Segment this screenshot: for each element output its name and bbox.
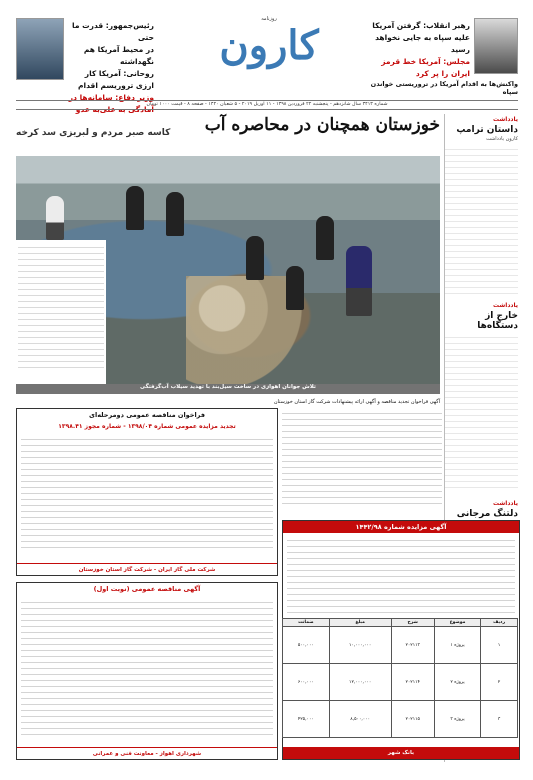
newspaper-logo: کارون xyxy=(219,22,319,69)
right-teaser xyxy=(366,18,518,96)
table-cell: ۱۰,۰۰۰,۰۰۰ xyxy=(329,627,391,664)
left-headline-4: وزیر دفاع: سامانه‌ها در آمادگی به علی‌به عدو xyxy=(68,93,154,114)
municipality-tender-ad xyxy=(16,582,278,760)
person xyxy=(46,196,64,240)
column-body xyxy=(445,144,518,294)
table-cell: پروژه ۳ xyxy=(434,701,480,738)
person xyxy=(286,266,304,310)
section-label-3: یادداشت xyxy=(493,500,518,507)
ad3-title: آگهی مناقصه عمومی (نوبت اول) xyxy=(93,585,201,593)
ad2-title: آگهی مزایده شماره ۱۴۴۲/۹۸ xyxy=(283,521,519,533)
dateline: شماره ۳۴۱۳ سال شانزدهم - پنجشنبه ۲۲ فروردین ۱۳۹۸ - ۱۱ آوریل ۲۰۱۹ - ۵ شعبان ۱۴۴۰ - صفحه ۸ - قیمت ۱۰۰۰ تومان xyxy=(16,100,518,110)
table-cell: ۲ xyxy=(481,664,518,701)
table-cell: ۴۲۵,۰۰۰ xyxy=(283,701,330,738)
column-title-3: دلتنگ مرجانی xyxy=(456,509,518,519)
person xyxy=(316,216,334,260)
table-cell: ۵۰۰,۰۰۰ xyxy=(283,627,330,664)
table-header: ردیف xyxy=(481,619,518,627)
column-author: کارون یادداشت xyxy=(486,136,518,142)
ad1-title: فراخوان مناقصه عمومی دومرحله‌ای xyxy=(89,411,205,419)
right-headline-3: مجلس: آمریکا خط قرمز ایران را پر کرد xyxy=(381,57,470,78)
table-row xyxy=(283,627,518,664)
lead-story-body xyxy=(18,242,104,372)
column-title-2: خارج از دستگاه‌ها xyxy=(477,311,518,331)
column-body-2 xyxy=(445,332,518,492)
table-header: شرح xyxy=(391,619,434,627)
table-cell: ۱ xyxy=(481,627,518,664)
right-headline-1: رهبر انقلاب: گرفتن آمریکا xyxy=(372,21,470,30)
person xyxy=(346,246,372,316)
table-header: موضوع xyxy=(434,619,480,627)
table-cell: پروژه ۲ xyxy=(434,664,480,701)
table-cell: ۲۰۲۱۱۳ xyxy=(391,627,434,664)
left-teaser xyxy=(16,18,154,114)
table-cell: پروژه ۱ xyxy=(434,627,480,664)
table-header: ضمانت xyxy=(283,619,330,627)
section-label: یادداشت xyxy=(493,116,518,123)
table-cell: ۳ xyxy=(481,701,518,738)
ad3-footer: شهرداری اهواز - معاونت فنی و عمرانی xyxy=(17,747,277,759)
table-row xyxy=(283,701,518,738)
gas-tender-ad xyxy=(16,408,278,576)
person xyxy=(246,236,264,280)
right-teaser-text xyxy=(366,20,470,80)
lead-story-text xyxy=(16,240,106,390)
ad1-body xyxy=(21,434,273,552)
right-headline-2: علیه سپاه به جایی نخواهد رسید xyxy=(375,33,470,54)
table-row xyxy=(283,664,518,701)
editorial-block xyxy=(282,408,442,514)
newspaper-logo-block xyxy=(178,16,360,92)
table-header-row xyxy=(283,619,518,627)
table-header: مبلغ xyxy=(329,619,391,627)
notice-strip: آگهی فراخوان تجدید مناقصه و آگهی ارائه پیشنهادات شرکت گاز استان خوزستان xyxy=(273,399,440,405)
editorial-body xyxy=(282,408,442,508)
person xyxy=(166,192,184,236)
left-headline-3: روحانی: آمریکا کار ارزی تروریسم اقدام xyxy=(78,69,154,90)
left-headline-1: رئیس‌جمهور: قدرت ما حتی xyxy=(72,21,154,42)
ad1-footer: شرکت ملی گاز ایران - شرکت گاز استان خوزستان xyxy=(17,563,277,575)
ad1-subtitle: تجدید مزایده عمومی شماره ۱۳۹۸/۰۴ - شماره مجوز ۱۳۹۸.۴۱ xyxy=(58,423,236,430)
column-title: داستان ترامپ xyxy=(456,125,518,135)
table-cell: ۸,۵۰۰,۰۰۰ xyxy=(329,701,391,738)
lead-kicker: کاسه صبر مردم و لبریزی سد کرخه xyxy=(16,128,171,138)
section-label-2: یادداشت xyxy=(493,302,518,309)
table-cell: ۶۰۰,۰۰۰ xyxy=(283,664,330,701)
person xyxy=(126,186,144,230)
table-cell: ۲۰۲۱۱۴ xyxy=(391,664,434,701)
photo-caption: تلاش جوانان اهوازی در ساخت سیل‌بند با تهدید سیلاب آب‌گرفتگی xyxy=(16,384,440,394)
table-cell: ۱۲,۰۰۰,۰۰۰ xyxy=(329,664,391,701)
right-subheadline: واکنش‌ها به اقدام آمریکا در تروریستی خواندن سپاه xyxy=(370,80,518,96)
auction-table xyxy=(282,618,518,738)
table-cell: ۲۰۲۱۱۵ xyxy=(391,701,434,738)
left-headline-2: در محیط آمریکا هم نگهداشته xyxy=(83,45,154,66)
ad3-body xyxy=(21,597,273,737)
lead-headline: خوزستان همچنان در محاصره آب xyxy=(204,115,440,135)
ad2-body xyxy=(287,535,515,615)
president-photo xyxy=(16,18,64,80)
logo-tagline: روزنامه xyxy=(261,16,277,22)
ad2-footer: بانک شهر xyxy=(283,747,519,759)
lead-story-header xyxy=(16,114,440,154)
leader-photo xyxy=(474,18,518,74)
